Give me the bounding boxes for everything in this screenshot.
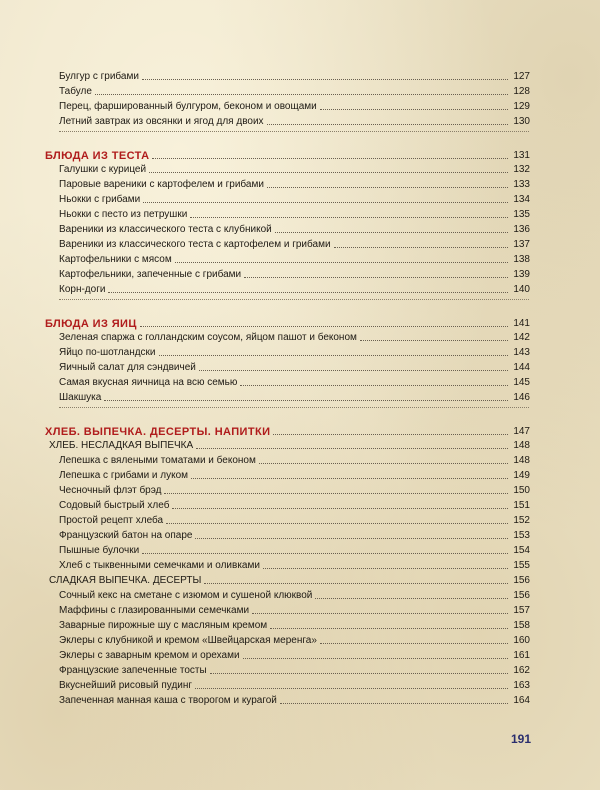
dot-leader bbox=[196, 447, 508, 449]
toc-entry-page: 132 bbox=[513, 164, 530, 175]
toc-entry-page: 150 bbox=[513, 485, 530, 496]
toc-entry bbox=[0, 647, 600, 662]
dot-leader bbox=[267, 186, 508, 188]
dot-leader bbox=[204, 582, 508, 584]
toc-entry-title: Летний завтрак из овсянки и ягод для двоих bbox=[59, 116, 264, 127]
toc-entry-page: 157 bbox=[513, 605, 530, 616]
dot-leader bbox=[270, 627, 508, 629]
toc-entry-page: 134 bbox=[513, 194, 530, 205]
dot-leader bbox=[244, 276, 508, 278]
toc-entry bbox=[0, 542, 600, 557]
toc-entry-page: 144 bbox=[513, 362, 530, 373]
toc-entry-title: Вареники из классического теста с картофелем и грибами bbox=[59, 239, 331, 250]
toc-entry bbox=[0, 467, 600, 482]
dot-leader bbox=[252, 612, 508, 614]
toc-entry-title: Маффины с глазированными семечками bbox=[59, 605, 250, 616]
toc-entry-page: 135 bbox=[513, 209, 530, 220]
dot-leader bbox=[315, 597, 508, 599]
toc-entry-page: 127 bbox=[513, 71, 530, 82]
toc-entry bbox=[0, 389, 600, 404]
toc-entry-page: 148 bbox=[513, 455, 530, 466]
toc-entry-title: Эклеры с заварным кремом и орехами bbox=[59, 650, 240, 661]
toc-entry-page: 151 bbox=[513, 500, 530, 511]
toc-entry-title: Содовый быстрый хлеб bbox=[59, 500, 170, 511]
toc-entry-title: Картофельники с мясом bbox=[59, 254, 172, 265]
toc-entry-title: Перец, фаршированный булгуром, беконом и овощами bbox=[59, 101, 317, 112]
toc-entry-page: 139 bbox=[513, 269, 530, 280]
toc-entry bbox=[0, 251, 600, 266]
toc-entry-title: Яйцо по-шотландски bbox=[59, 347, 156, 358]
toc-entry bbox=[0, 527, 600, 542]
section-divider bbox=[59, 131, 529, 132]
toc-entry bbox=[0, 344, 600, 359]
toc-entry-title: Чесночный флэт брэд bbox=[59, 485, 162, 496]
toc-entry-title: Картофельники, запеченные с грибами bbox=[59, 269, 242, 280]
toc-entry-title: Ньокки с песто из петрушки bbox=[59, 209, 188, 220]
toc-entry-page: 152 bbox=[513, 515, 530, 526]
toc-entry-page: 163 bbox=[513, 680, 530, 691]
toc-entry-title: Булгур с грибами bbox=[59, 71, 139, 82]
toc-entry bbox=[0, 329, 600, 344]
toc-entry-page: 158 bbox=[513, 620, 530, 631]
toc-entry-title: Лепешка с вялеными томатами и беконом bbox=[59, 455, 256, 466]
toc-entry-title: Шакшука bbox=[59, 392, 102, 403]
toc-entry-page: 156 bbox=[513, 590, 530, 601]
toc-entry-page: 146 bbox=[513, 392, 530, 403]
dot-leader bbox=[142, 78, 508, 80]
toc-entry-page: 140 bbox=[513, 284, 530, 295]
dot-leader bbox=[267, 123, 508, 125]
toc-entry-page: 128 bbox=[513, 86, 530, 97]
toc-entry-page: 142 bbox=[513, 332, 530, 343]
toc-entry-page: 156 bbox=[513, 575, 530, 586]
toc-entry-page: 130 bbox=[513, 116, 530, 127]
toc-entry-page: 129 bbox=[513, 101, 530, 112]
toc-entry-title: Яичный салат для сэндвичей bbox=[59, 362, 196, 373]
toc-entry-title: Самая вкусная яичница на всю семью bbox=[59, 377, 238, 388]
toc-entry-page: 148 bbox=[513, 440, 530, 451]
section-divider bbox=[59, 407, 529, 408]
toc-subsection-heading bbox=[0, 437, 600, 452]
dot-leader bbox=[140, 325, 508, 327]
toc-entry bbox=[0, 266, 600, 281]
toc-entry-title: Эклеры с клубникой и кремом «Швейцарская меренга» bbox=[59, 635, 317, 646]
toc-entry-page: 155 bbox=[513, 560, 530, 571]
toc-entry bbox=[0, 677, 600, 692]
dot-leader bbox=[95, 93, 508, 95]
dot-leader bbox=[104, 399, 508, 401]
toc-entry bbox=[0, 452, 600, 467]
toc-entry-title: Корн-доги bbox=[59, 284, 106, 295]
dot-leader bbox=[175, 261, 508, 263]
toc-entry-page: 161 bbox=[513, 650, 530, 661]
dot-leader bbox=[143, 201, 508, 203]
toc-entry-page: 153 bbox=[513, 530, 530, 541]
toc-entry-title: Вкуснейший рисовый пудинг bbox=[59, 680, 193, 691]
dot-leader bbox=[164, 492, 508, 494]
dot-leader bbox=[273, 433, 508, 435]
toc-section-heading bbox=[0, 146, 600, 162]
toc-entry bbox=[0, 602, 600, 617]
dot-leader bbox=[149, 171, 508, 173]
toc-section-heading bbox=[0, 314, 600, 330]
toc-entry-page: 133 bbox=[513, 179, 530, 190]
dot-leader bbox=[320, 108, 508, 110]
toc-entry-title: БЛЮДА ИЗ ЯИЦ bbox=[45, 318, 137, 330]
dot-leader bbox=[360, 339, 508, 341]
toc-entry-title: СЛАДКАЯ ВЫПЕЧКА. ДЕСЕРТЫ bbox=[49, 575, 202, 586]
toc-entry bbox=[0, 236, 600, 251]
dot-leader bbox=[142, 552, 508, 554]
toc-subsection-heading bbox=[0, 572, 600, 587]
dot-leader bbox=[195, 537, 508, 539]
toc-entry-title: ХЛЕБ. ВЫПЕЧКА. ДЕСЕРТЫ. НАПИТКИ bbox=[45, 426, 271, 438]
toc-entry-page: 136 bbox=[513, 224, 530, 235]
dot-leader bbox=[159, 354, 508, 356]
dot-leader bbox=[334, 246, 508, 248]
toc-entry-page: 145 bbox=[513, 377, 530, 388]
toc-entry-title: Вареники из классического теста с клубникой bbox=[59, 224, 272, 235]
toc-entry bbox=[0, 191, 600, 206]
toc-entry-page: 149 bbox=[513, 470, 530, 481]
toc-entry bbox=[0, 83, 600, 98]
dot-leader bbox=[152, 157, 508, 159]
toc-entry-page: 162 bbox=[513, 665, 530, 676]
dot-leader bbox=[166, 522, 508, 524]
toc-entry bbox=[0, 374, 600, 389]
toc-entry-title: Табуле bbox=[59, 86, 92, 97]
toc-entry-title: Паровые вареники с картофелем и грибами bbox=[59, 179, 264, 190]
dot-leader bbox=[275, 231, 508, 233]
dot-leader bbox=[243, 657, 508, 659]
toc-entry-title: Пышные булочки bbox=[59, 545, 140, 556]
page-number: 191 bbox=[510, 732, 531, 746]
toc-entry-page: 164 bbox=[513, 695, 530, 706]
dot-leader bbox=[172, 507, 508, 509]
toc-entry bbox=[0, 113, 600, 128]
toc-entry bbox=[0, 497, 600, 512]
toc-entry bbox=[0, 281, 600, 296]
dot-leader bbox=[320, 642, 508, 644]
toc-entry-title: Французский батон на опаре bbox=[59, 530, 193, 541]
toc-entry-title: Хлеб с тыквенными семечками и оливками bbox=[59, 560, 260, 571]
toc-entry-title: Заварные пирожные шу с масляным кремом bbox=[59, 620, 268, 631]
toc-entry bbox=[0, 98, 600, 113]
toc-entry bbox=[0, 512, 600, 527]
toc-entry-title: Зеленая спаржа с голландским соусом, яйцом пашот и беконом bbox=[59, 332, 357, 343]
toc-entry-title: Сочный кекс на сметане с изюмом и сушеной клюквой bbox=[59, 590, 313, 601]
toc-entry bbox=[0, 482, 600, 497]
toc-entry bbox=[0, 161, 600, 176]
toc-entry bbox=[0, 176, 600, 191]
toc-entry-page: 154 bbox=[513, 545, 530, 556]
toc-entry bbox=[0, 206, 600, 221]
toc-entry-page: 138 bbox=[513, 254, 530, 265]
toc-entry bbox=[0, 662, 600, 677]
toc-entry-page: 143 bbox=[513, 347, 530, 358]
dot-leader bbox=[195, 687, 508, 689]
section-divider bbox=[59, 299, 529, 300]
toc-entry bbox=[0, 632, 600, 647]
toc-entry bbox=[0, 221, 600, 236]
dot-leader bbox=[210, 672, 508, 674]
dot-leader bbox=[191, 477, 508, 479]
toc-entry bbox=[0, 359, 600, 374]
dot-leader bbox=[259, 462, 508, 464]
dot-leader bbox=[108, 291, 508, 293]
toc-entry-title: Ньокки с грибами bbox=[59, 194, 141, 205]
toc-entry bbox=[0, 617, 600, 632]
dot-leader bbox=[240, 384, 508, 386]
toc-entry-page: 160 bbox=[513, 635, 530, 646]
toc-entry-title: Простой рецепт хлеба bbox=[59, 515, 164, 526]
toc-entry bbox=[0, 692, 600, 707]
toc-entry-title: Французские запеченные тосты bbox=[59, 665, 207, 676]
toc-entry-page: 141 bbox=[513, 318, 530, 329]
toc-entry bbox=[0, 587, 600, 602]
toc-entry bbox=[0, 557, 600, 572]
toc-section-heading bbox=[0, 422, 600, 438]
toc-entry-page: 147 bbox=[513, 426, 530, 437]
toc-entry-title: БЛЮДА ИЗ ТЕСТА bbox=[45, 150, 150, 162]
toc-entry-page: 137 bbox=[513, 239, 530, 250]
toc-entry-title: Лепешка с грибами и луком bbox=[59, 470, 189, 481]
toc-entry-title: Запеченная манная каша с творогом и курагой bbox=[59, 695, 277, 706]
dot-leader bbox=[263, 567, 508, 569]
toc-entry-title: ХЛЕБ. НЕСЛАДКАЯ ВЫПЕЧКА bbox=[49, 440, 194, 451]
dot-leader bbox=[199, 369, 508, 371]
toc-entry bbox=[0, 68, 600, 83]
dot-leader bbox=[190, 216, 508, 218]
toc-entry-title: Галушки с курицей bbox=[59, 164, 147, 175]
dot-leader bbox=[280, 702, 508, 704]
toc-entry-page: 131 bbox=[513, 150, 530, 161]
